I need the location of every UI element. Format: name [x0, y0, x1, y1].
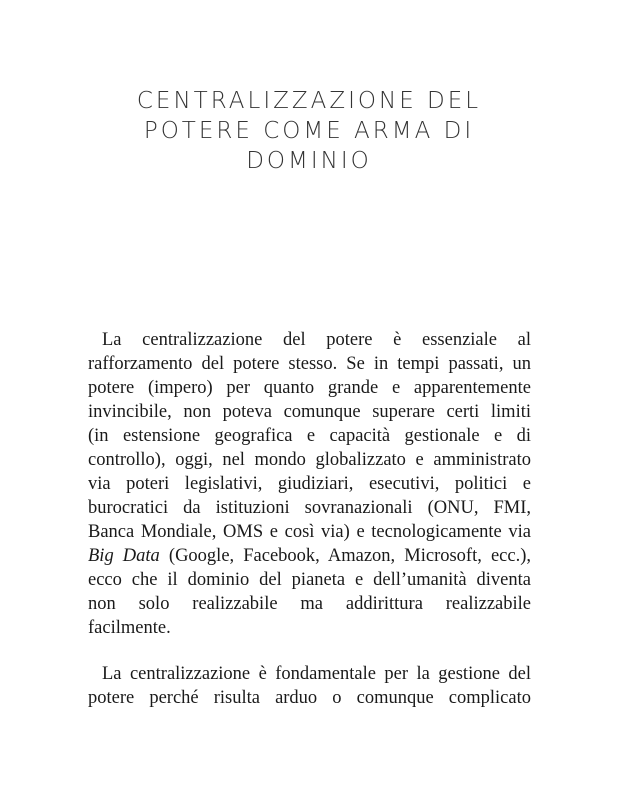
text-line: (in estensione geografica e capacità gestionale e di — [88, 426, 531, 446]
text-line-rest: (Google, Facebook, Amazon, Microsoft, ecc.), — [168, 546, 532, 566]
text-line: controllo), oggi, nel mondo globalizzato e amministrato — [88, 450, 531, 470]
text-line: rafforzamento del potere stesso. Se in tempi passati, un — [88, 354, 531, 374]
chapter-title — [0, 86, 618, 176]
chapter-title-line: DOMINIO — [246, 148, 372, 174]
text-line: Banca Mondiale, OMS e così via) e tecnologicamente via — [88, 522, 531, 542]
text-line: facilmente. — [88, 618, 171, 638]
chapter-title-line: POTERE COME ARMA DI — [143, 118, 475, 144]
chapter-title-line: CENTRALIZZAZIONE DEL — [136, 88, 482, 114]
italic-term: Big Data — [88, 546, 160, 566]
text-line: burocratici da istituzioni sovranazionali (ONU, FMI, — [88, 498, 531, 518]
text-line: ecco che il dominio del pianeta e dell’umanità diventa — [88, 570, 531, 590]
text-line — [88, 544, 531, 568]
text-line: La centralizzazione è fondamentale per la gestione del — [102, 664, 531, 684]
text-line: La centralizzazione del potere è essenziale al — [102, 330, 531, 350]
paragraph-1 — [88, 328, 531, 640]
text-line: potere perché risulta arduo o comunque complicato — [88, 688, 531, 708]
text-line: non solo realizzabile ma addirittura realizzabile — [88, 594, 531, 614]
text-line: potere (impero) per quanto grande e apparentemente — [88, 378, 531, 398]
text-line: via poteri legislativi, giudiziari, esecutivi, politici e — [88, 474, 531, 494]
text-line: invincibile, non poteva comunque superare certi limiti — [88, 402, 531, 422]
paragraph-2 — [88, 662, 531, 710]
